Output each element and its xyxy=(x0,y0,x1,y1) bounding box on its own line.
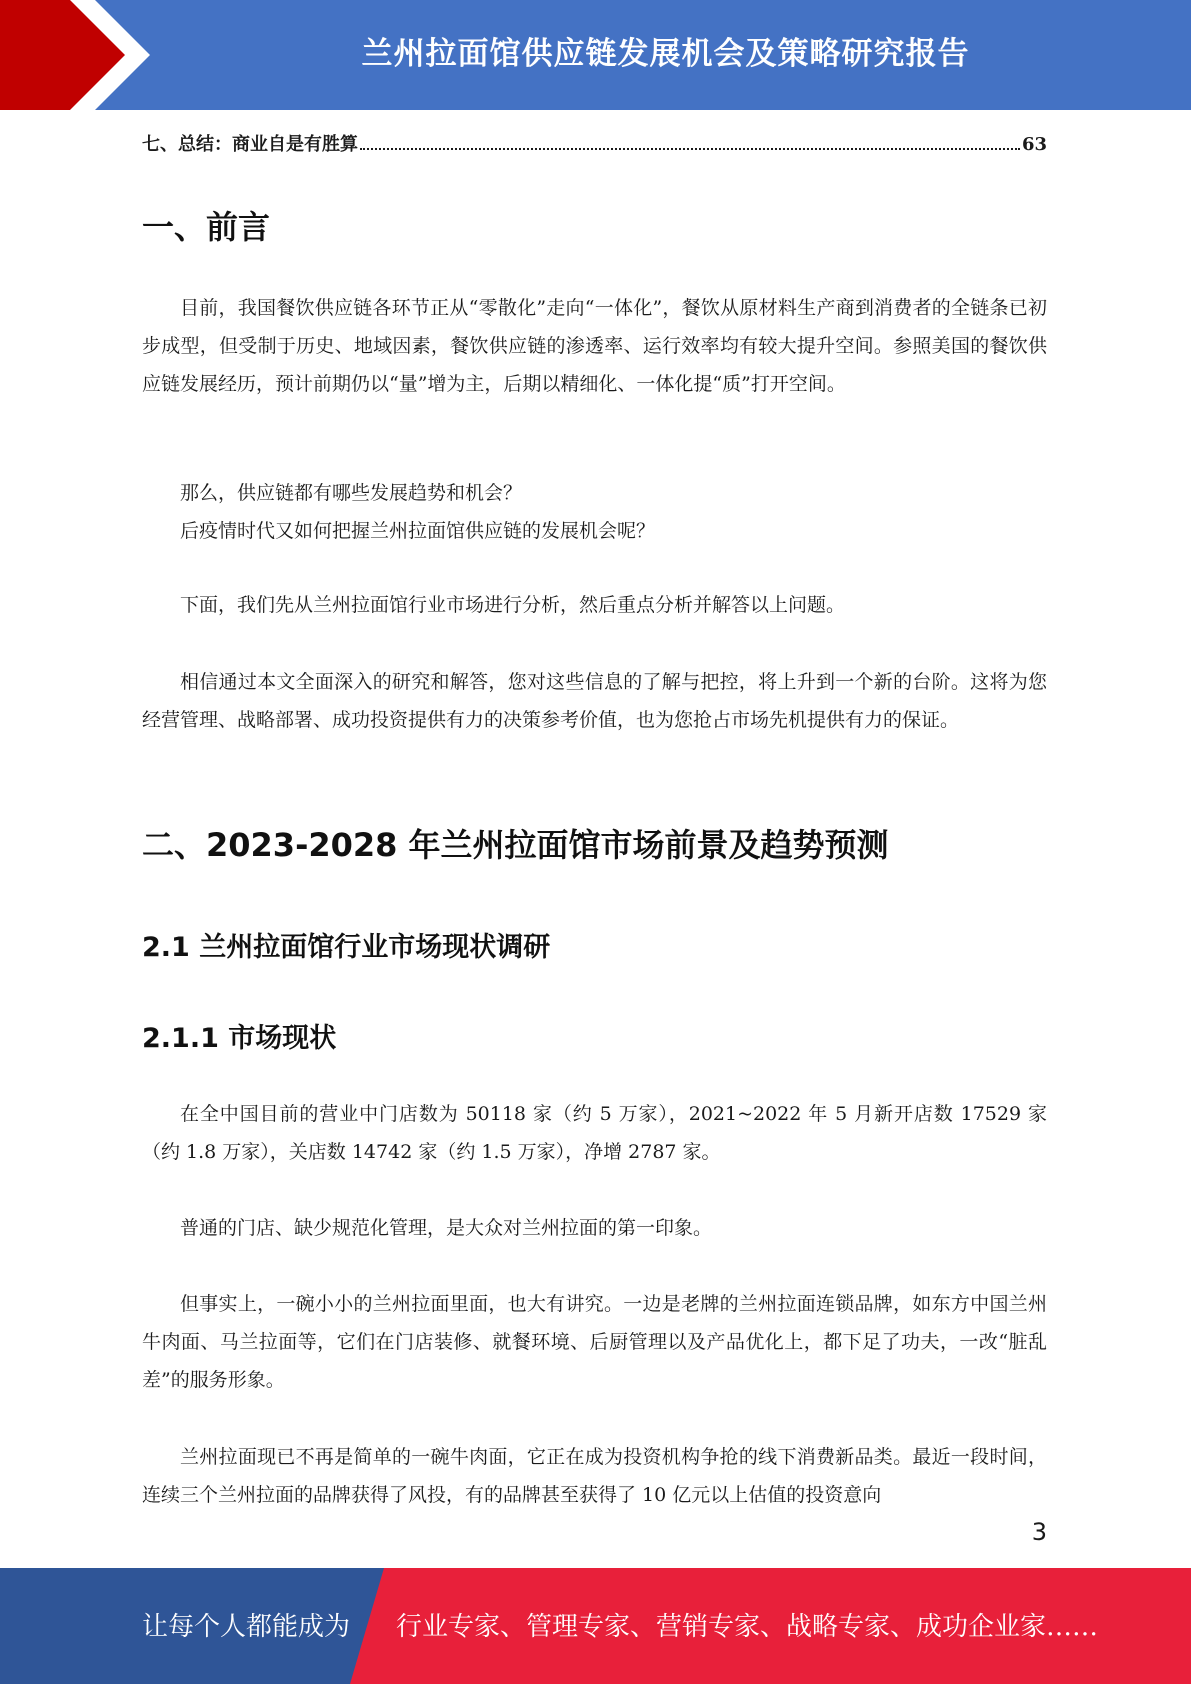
paragraph-preface-4: 下面，我们先从兰州拉面馆行业市场进行分析，然后重点分析并解答以上问题。 xyxy=(180,594,846,616)
paragraph-preface-5: 相信通过本文全面深入的研究和解答，您对这些信息的了解与把控，将上升到一个新的台阶。这将为您经营管理、战略部署、成功投资提供有力的决策参考价值，也为您抢占市场先机提供有力的保证。 xyxy=(142,671,1047,731)
toc-entry-page: 63 xyxy=(1021,134,1047,155)
footer-slogan-left: 让每个人都能成为 xyxy=(142,1612,351,1642)
toc-entry[interactable] xyxy=(142,130,1047,156)
paragraph-status-2: 普通的门店、缺少规范化管理，是大众对兰州拉面的第一印象。 xyxy=(180,1217,713,1239)
toc-leader-dots xyxy=(360,148,1020,150)
paragraph-preface-2: 那么，供应链都有哪些发展趋势和机会？ xyxy=(180,482,523,504)
page-number: 3 xyxy=(1031,1518,1047,1546)
heading-preface: 一、前言 xyxy=(142,208,271,246)
heading-market-status: 2.1.1 市场现状 xyxy=(142,1023,337,1054)
heading-market-survey: 2.1 兰州拉面馆行业市场现状调研 xyxy=(142,932,551,963)
toc-entry-label: 七、总结：商业自是有胜算 xyxy=(142,134,358,155)
paragraph-status-1: 在全中国目前的营业中门店数为 50118 家（约 5 万家），2021~2022 年 5 月新开店数 17529 家（约 1.8 万家），关店数 14742 家（约 1.5 万家），净增 2787 家。 xyxy=(142,1103,1047,1163)
paragraph-status-3: 但事实上，一碗小小的兰州拉面里面，也大有讲究。一边是老牌的兰州拉面连锁品牌，如东方中国兰州牛肉面、马兰拉面等，它们在门店装修、就餐环境、后厨管理以及产品优化上，都下足了功夫，一改“脏乱差”的服务形象。 xyxy=(142,1293,1047,1391)
page-footer xyxy=(0,1568,1191,1684)
footer-slogan-right: 行业专家、管理专家、营销专家、战略专家、成功企业家…… xyxy=(396,1612,1099,1642)
paragraph-preface-1: 目前，我国餐饮供应链各环节正从“零散化”走向“一体化”，餐饮从原材料生产商到消费者的全链条已初步成型，但受制于历史、地域因素，餐饮供应链的渗透率、运行效率均有较大提升空间。参照美国的餐饮供应链发展经历，预计前期仍以“量”增为主，后期以精细化、一体化提“质”打开空间。 xyxy=(142,297,1047,395)
page-header xyxy=(0,0,1191,110)
paragraph-status-4: 兰州拉面现已不再是简单的一碗牛肉面，它正在成为投资机构争抢的线下消费新品类。最近一段时间，连续三个兰州拉面的品牌获得了风投，有的品牌甚至获得了 10 亿元以上估值的投资意向 xyxy=(142,1446,1047,1506)
report-title: 兰州拉面馆供应链发展机会及策略研究报告 xyxy=(361,35,970,72)
paragraph-preface-3: 后疫情时代又如何把握兰州拉面馆供应链的发展机会呢？ xyxy=(180,520,656,542)
heading-forecast: 二、2023-2028 年兰州拉面馆市场前景及趋势预测 xyxy=(142,826,889,864)
